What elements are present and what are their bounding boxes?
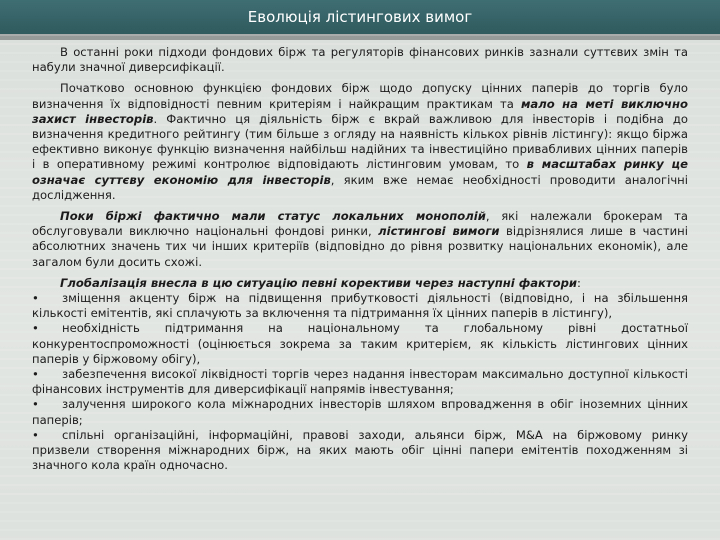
list-item — [32, 397, 688, 427]
slide-title-bar — [0, 0, 720, 34]
list-item — [32, 321, 688, 367]
p3-emphasis-monopolies: Поки біржі фактично мали статус локальних монополій — [60, 209, 486, 224]
p3-text-b: , які належали брокерам та обслуговували виключно національні фондові ринки, — [32, 209, 689, 239]
list-item — [32, 367, 688, 397]
p4-colon: : — [577, 275, 581, 290]
bullet-icon: • — [32, 427, 39, 442]
p2-emphasis-market-savings: в масштабах ринку це означає суттєву економію для інвесторів — [32, 157, 689, 187]
p2-text-c: . Фактично ця діяльність бірж є вкрай важливою для інвесторів і подібна до визначення кредитного рейтингу (тим більше з огляду на наявність кількох рівнів лістингу): якщо біржа ефективно виконує функцію визначення найбільш надійних та інвестиційно привабливих цінних паперів і в оперативному режимі контролює відповідають лістинговим умовам, то — [32, 111, 688, 172]
p4-emphasis-globalization: Глобалізація внесла в цю ситуацію певні корективи через наступні фактори — [60, 275, 578, 290]
bullet-icon: • — [32, 367, 39, 382]
paragraph-monopolies — [32, 209, 688, 270]
p3-text-d: відрізнялися лише в частині абсолютних значень тих чи інших критеріїв (відповідно до рівня розвитку національних економік), але загалом були досить схожі. — [32, 224, 688, 269]
paragraph-intro: В останні роки підходи фондових бірж та регуляторів фінансових ринків зазнали суттєвих змін та набули значної диверсифікації. — [32, 45, 688, 75]
paragraph-globalization-lead — [32, 276, 688, 291]
p2-text-e: , яким вже немає необхідності проводити аналогічні дослідження. — [32, 172, 688, 202]
slide-title: Еволюція лістингових вимог — [247, 8, 473, 26]
slide-body — [0, 40, 720, 540]
bullet-icon: • — [32, 291, 39, 306]
p2-text-a: Початково основною функцією фондових бірж щодо допуску цінних паперів до торгів було визначення їх відповідності певним критеріям і найкращим практикам та — [32, 81, 688, 111]
p3-emphasis-listing-requirements: лістингові вимоги — [378, 224, 500, 239]
list-item-text: забезпечення високої ліквідності торгів через надання інвесторам максимально доступної кількості фінансових інструментів для диверсифікації напрямів інвестування; — [32, 367, 688, 397]
list-item-text: необхідність підтримання на національному та глобальному рівні достатньої конкурентоспроможності (оцінюється зокрема за таким критерієм, як кількість лістингових цінних паперів у біржовому обігу), — [32, 321, 688, 366]
p2-emphasis-investor-protection: мало на меті виключно захист інвесторів — [32, 96, 688, 126]
paragraph-initial-function — [32, 81, 688, 203]
bullet-icon: • — [32, 397, 39, 412]
list-item — [32, 428, 688, 474]
list-item — [32, 291, 688, 321]
bullet-icon: • — [32, 321, 39, 336]
list-item-text: залучення широкого кола міжнародних інвесторів шляхом впровадження в обіг іноземних цінних паперів; — [32, 397, 688, 427]
list-item-text: зміщення акценту бірж на підвищення прибутковості діяльності (відповідно, і на збільшення кількості емітентів, які сплачують за включення та підтримання їх цінних паперів в лістингу), — [32, 291, 688, 321]
list-item-text: спільні організаційні, інформаційні, правові заходи, альянси бірж, M&A на біржовому ринку призвели створення міжнародних бірж, на яких мають обіг цінні папери емітентів походженням зі значного кола країн одночасно. — [32, 427, 688, 473]
